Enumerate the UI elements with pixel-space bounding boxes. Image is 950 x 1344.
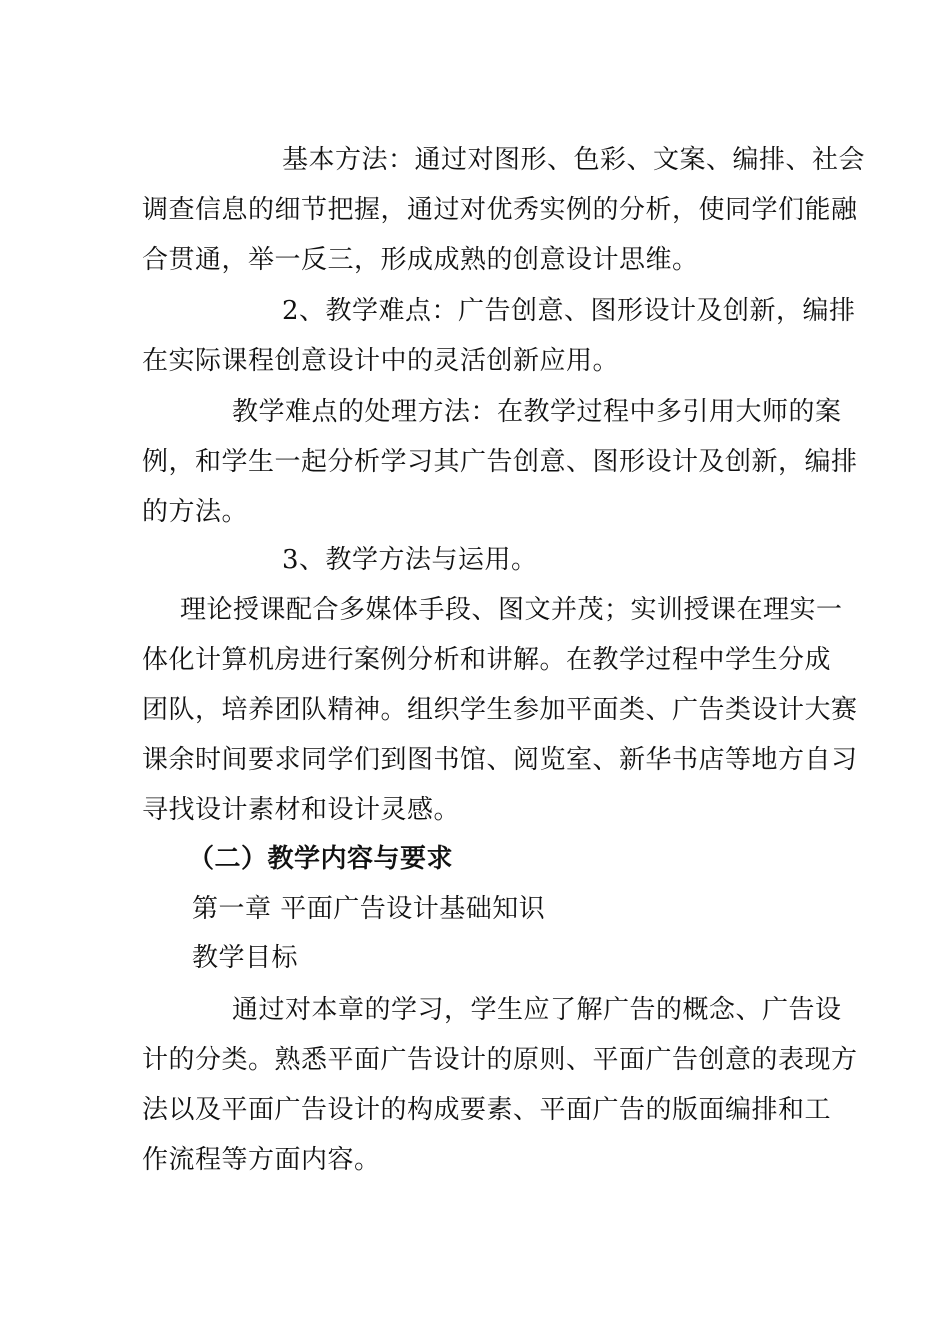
section-heading-text: （二）教学内容与要求 — [188, 844, 454, 874]
text-line: 基本方法：通过对图形、色彩、文案、编排、社会 — [282, 145, 866, 175]
text-line: 课余时间要求同学们到图书馆、阅览室、新华书店等地方自习 — [142, 745, 858, 775]
text-line: 团队，培养团队精神。组织学生参加平面类、广告类设计大赛 — [142, 695, 858, 725]
paragraph-teaching-methods — [142, 585, 858, 835]
text-line: 计的分类。熟悉平面广告设计的原则、平面广告创意的表现方 — [142, 1045, 858, 1075]
paragraph-teaching-difficulty — [142, 286, 856, 386]
text-line: 的方法。 — [142, 497, 249, 527]
text-line: 通过对本章的学习，学生应了解广告的概念、广告设 — [232, 995, 842, 1025]
paragraph-basic-method — [142, 135, 866, 285]
teaching-goals-title — [142, 933, 814, 983]
text-line: 理论授课配合多媒体手段、图文并茂；实训授课在理实一 — [180, 595, 843, 625]
paragraph-teaching-methods-title — [142, 535, 814, 585]
paragraph-difficulty-method — [142, 387, 858, 537]
text-line: 教学难点的处理方法：在教学过程中多引用大师的案 — [232, 397, 842, 427]
chapter-title-text: 第一章 平面广告设计基础知识 — [192, 894, 546, 924]
chapter-title — [142, 884, 814, 934]
text-line: 2、教学难点：广告创意、图形设计及创新，编排 — [282, 296, 856, 326]
text-line: 体化计算机房进行案例分析和讲解。在教学过程中学生分成 — [142, 645, 832, 675]
text-line: 合贯通，举一反三，形成成熟的创意设计思维。 — [142, 245, 699, 275]
teaching-goals-text: 教学目标 — [192, 943, 299, 973]
text-line: 例，和学生一起分析学习其广告创意、图形设计及创新，编排 — [142, 447, 858, 477]
text-line: 调查信息的细节把握，通过对优秀实例的分析，使同学们能融 — [142, 195, 858, 225]
section-heading — [142, 834, 814, 884]
text-line: 在实际课程创意设计中的灵活创新应用。 — [142, 346, 620, 376]
text-line: 寻找设计素材和设计灵感。 — [142, 795, 461, 825]
text-line: 法以及平面广告设计的构成要素、平面广告的版面编排和工 — [142, 1095, 832, 1125]
text-line: 作流程等方面内容。 — [142, 1145, 381, 1175]
text-line: 3、教学方法与运用。 — [282, 545, 538, 575]
paragraph-teaching-goals — [142, 985, 858, 1185]
